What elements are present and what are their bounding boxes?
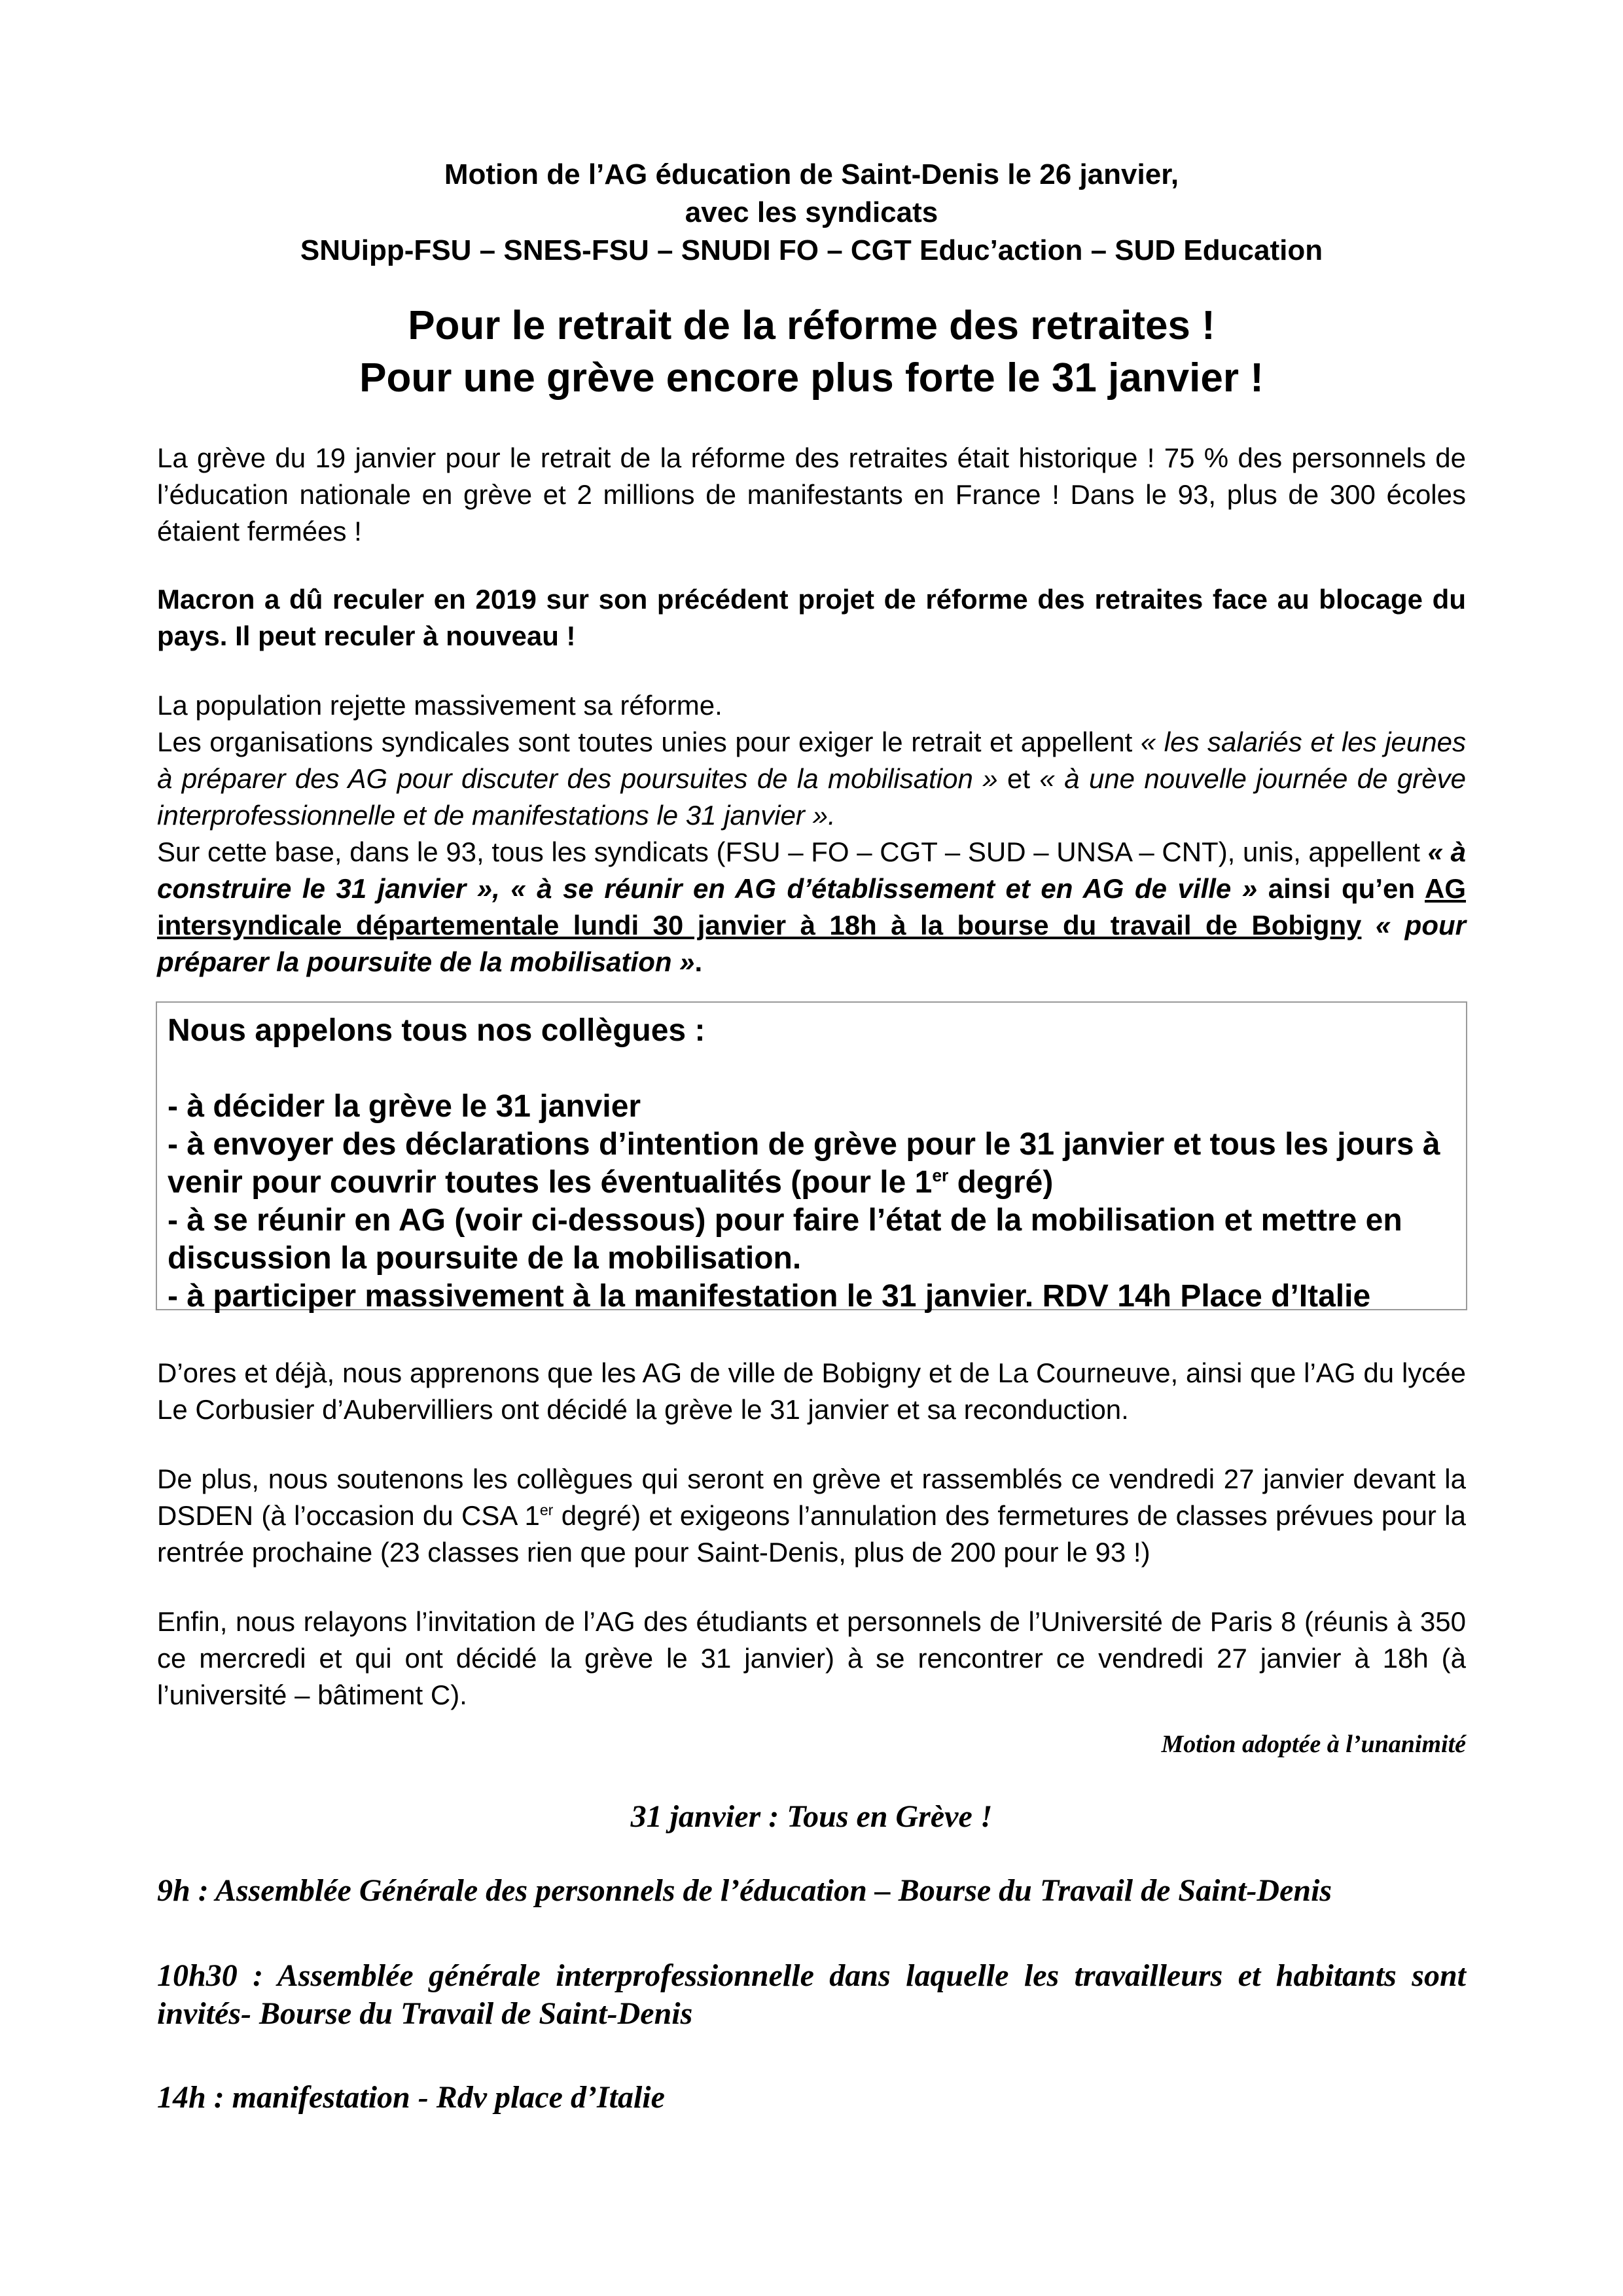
superscript: er	[539, 1501, 554, 1518]
paragraph-text: et	[997, 763, 1040, 794]
title-line-2: Pour une grève encore plus forte le 31 janvier !	[359, 355, 1264, 401]
paragraph-text	[1361, 910, 1375, 941]
paragraph-paris-8: Enfin, nous relayons l’invitation de l’AG des étudiants et personnels de l’Université de Paris 8 (réunis à 350 ce mercredi et qui ont décidé la grève le 31 janvier) à se rencontrer ce vendredi 27 janvier à 18h (à l’université – bâtiment C).	[157, 1606, 1466, 1710]
paragraph-text: Sur cette base, dans le 93, tous les syndicats (FSU – FO – CGT – SUD – UNSA – CNT), unis, appellent	[157, 836, 1428, 867]
call-to-action-box	[156, 1001, 1467, 1314]
callout-item-2	[168, 1126, 1455, 1202]
paragraph-strike-19-january: La grève du 19 janvier pour le retrait de la réforme des retraites était historique ! 75 % des personnels de l’éducation nationale en grève et 2 millions de manifestants en France ! Dans le 93, plus de 300 écoles étaient fermées !	[157, 442, 1466, 547]
schedule-item-14h: 14h : manifestation - Rdv place d’Italie	[157, 2080, 665, 2115]
callout-text: degré)	[948, 1165, 1054, 1200]
header-line-1: Motion de l’AG éducation de Saint-Denis le 26 janvier,	[444, 158, 1179, 190]
paragraph-already-decided: D’ores et déjà, nous apprenons que les AG de ville de Bobigny et de La Courneuve, ainsi que l’AG du lycée Le Corbusier d’Aubervilliers ont décidé la grève le 31 janvier et sa reconduction.	[157, 1357, 1466, 1425]
callout-item-3: - à se réunir en AG (voir ci-dessous) pour faire l’état de la mobilisation et mettre en discussion la poursuite de la mobilisation.	[168, 1203, 1402, 1276]
motion-header	[157, 156, 1466, 270]
paragraph-population: La population rejette massivement sa réforme.	[157, 690, 722, 721]
callout-heading: Nous appelons tous nos collègues :	[168, 1013, 705, 1048]
header-line-2: avec les syndicats	[685, 196, 938, 228]
spacer	[168, 1050, 1455, 1088]
title-line-1: Pour le retrait de la réforme des retraites !	[408, 303, 1215, 348]
main-title	[157, 300, 1466, 404]
schedule-item-10h30: 10h30 : Assemblée générale interprofessionnelle dans laquelle les travailleurs et habitants sont invités- Bourse du Travail de Saint-Denis	[157, 1958, 1466, 2031]
header-line-3: SNUipp-FSU – SNES-FSU – SNUDI FO – CGT Educ’action – SUD Education	[300, 234, 1323, 266]
intersyndical-ag-notice: AG intersyndicale départementale lundi 30 janvier à 18h à la bourse du travail de Bobigny	[157, 873, 1467, 941]
paragraph-text: .	[694, 946, 703, 977]
quote: « les salariés et les jeunes à préparer des AG pour discuter des poursuites de la mobilisation »	[157, 726, 1466, 794]
adoption-note: Motion adoptée à l’unanimité	[1161, 1731, 1466, 1758]
callout-item-4: - à participer massivement à la manifestation le 31 janvier. RDV 14h Place d’Italie	[168, 1279, 1371, 1314]
paragraph-text: Les organisations syndicales sont toutes unies pour exiger le retrait et appellent	[157, 726, 1141, 757]
quote: « à une nouvelle journée de grève interprofessionnelle et de manifestations le 31 janvier ».	[157, 763, 1466, 831]
paragraph-unions	[157, 724, 1466, 834]
paragraph-text: De plus, nous soutenons les collègues qui seront en grève et rassemblés ce vendredi 27 janvier devant la DSDEN (à l’occasion du CSA 1	[157, 1463, 1466, 1531]
paragraph-text: ainsi qu’en	[1257, 873, 1425, 904]
callout-item-1: - à décider la grève le 31 janvier	[168, 1089, 641, 1124]
paragraph-text: degré) et exigeons l’annulation des fermetures de classes prévues pour la rentrée prochaine (23 classes rien que pour Saint-Denis, plus de 200 pour le 93 !)	[157, 1500, 1466, 1568]
superscript: er	[932, 1166, 949, 1185]
quote: « à construire le 31 janvier », « à se réunir en AG d’établissement et en AG de ville »	[157, 836, 1466, 904]
strike-slogan: 31 janvier : Tous en Grève !	[630, 1799, 993, 1834]
paragraph-93-unions	[157, 834, 1466, 980]
paragraph-macron: Macron a dû reculer en 2019 sur son précédent projet de réforme des retraites face au blocage du pays. Il peut reculer à nouveau !	[157, 584, 1466, 651]
paragraph-dsden	[157, 1461, 1466, 1571]
callout-text: - à envoyer des déclarations d’intention de grève pour le 31 janvier et tous les jours à venir pour couvrir toutes les éventualités (pour le 1	[168, 1127, 1440, 1200]
quote: « pour préparer la poursuite de la mobilisation »	[157, 910, 1466, 977]
schedule-item-9h: 9h : Assemblée Générale des personnels de l’éducation – Bourse du Travail de Saint-Denis	[157, 1873, 1332, 1908]
